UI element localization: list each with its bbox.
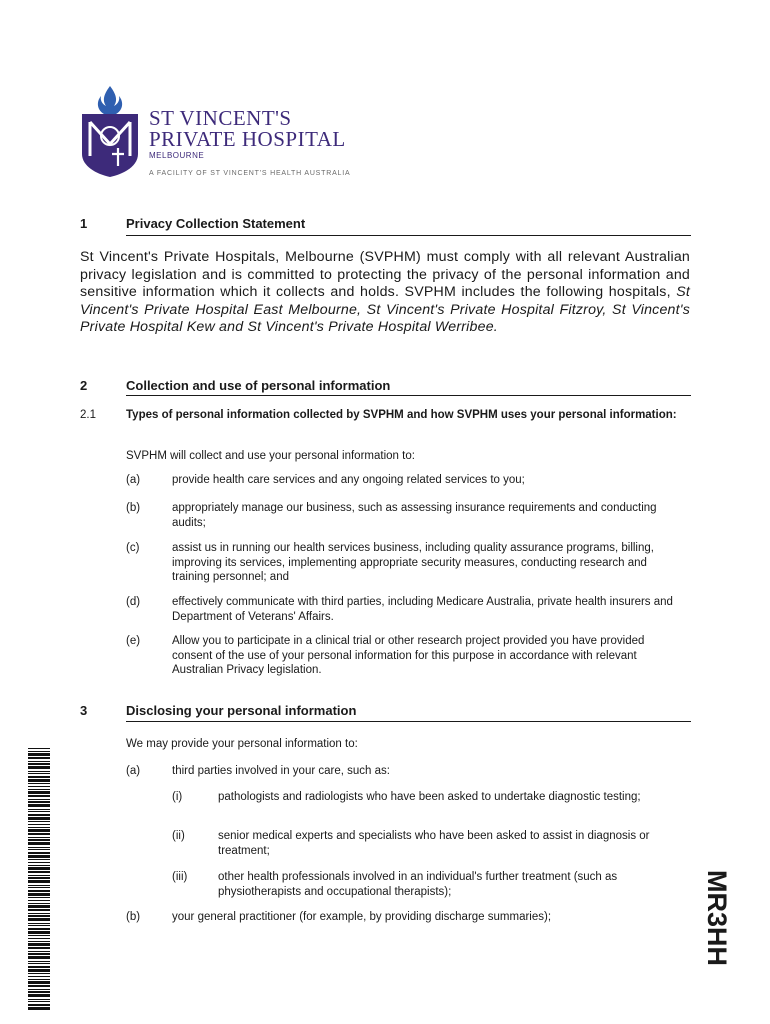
barcode xyxy=(28,748,50,1010)
section-3-lead: We may provide your personal information to: xyxy=(126,738,358,750)
sublist-item-label: (iii) xyxy=(172,871,188,883)
sublist-item-text: senior medical experts and specialists who have been asked to assist in diagnosis or treatment; xyxy=(218,830,650,857)
list-item-text: assist us in running our health services business, including quality assurance programs, billing, improving its services, implementing appropriate security measures, conducting research and training personnel; and xyxy=(172,542,654,583)
section-1-rule xyxy=(126,235,691,236)
form-code-text: MR3HH xyxy=(702,870,732,967)
list-item-label: (e) xyxy=(126,635,141,647)
list-item-text: third parties involved in your care, such as: xyxy=(172,765,390,777)
section-3-rule xyxy=(126,721,691,722)
section-2-title: Collection and use of personal information xyxy=(126,378,391,393)
logo-title-line1: ST VINCENT'S xyxy=(149,106,292,130)
list-item-label: (b) xyxy=(126,502,141,514)
list-item-label: (a) xyxy=(126,474,141,486)
intro-paragraph xyxy=(80,249,690,337)
sublist-item-text: pathologists and radiologists who have been asked to undertake diagnostic testing; xyxy=(218,791,641,803)
sublist-item-label: (i) xyxy=(172,791,183,803)
section-1-title: Privacy Collection Statement xyxy=(126,216,306,231)
section-2-1-title: Types of personal information collected by SVPHM and how SVPHM uses your personal information: xyxy=(126,409,677,421)
sublist-item-label: (ii) xyxy=(172,830,185,842)
form-code xyxy=(700,868,736,968)
section-2-number: 2 xyxy=(80,378,88,393)
list-item-text: provide health care services and any ongoing related services to you; xyxy=(172,474,525,486)
section-2-1-number: 2.1 xyxy=(80,409,96,421)
list-item-label: (c) xyxy=(126,542,140,554)
section-2-1-lead: SVPHM will collect and use your personal information to: xyxy=(126,450,415,462)
section-1-number: 1 xyxy=(80,216,88,231)
section-3-title: Disclosing your personal information xyxy=(126,703,357,718)
sublist-item-text: other health professionals involved in an individual's further treatment (such as physiotherapists and occupational therapists); xyxy=(218,871,618,898)
list-item-label: (d) xyxy=(126,596,141,608)
hospital-logo-emblem xyxy=(80,84,140,178)
logo-title-line2: PRIVATE HOSPITAL xyxy=(149,127,346,151)
logo-location: MELBOURNE xyxy=(149,151,205,160)
list-item-label: (a) xyxy=(126,765,141,777)
intro-hospital-list: St Vincent's Private Hospital East Melbourne, St Vincent's Private Hospital Fitzroy, St Vincent's Private Hospital Kew and St Vincent's Private Hospital Werribee. xyxy=(80,284,690,335)
list-item-text: effectively communicate with third parties, including Medicare Australia, private health insurers and Department of Veterans' Affairs. xyxy=(172,596,673,623)
intro-text: St Vincent's Private Hospitals, Melbourne (SVPHM) must comply with all relevant Australian privacy legislation and is committed to protecting the privacy of the personal information and sensitive information which it collects and holds. SVPHM includes the following hospitals, xyxy=(80,249,690,300)
list-item-text: Allow you to participate in a clinical trial or other research project provided you have provided consent of the use of your personal information for this purpose in accordance with relevant Australian Privacy legislation. xyxy=(172,635,645,676)
section-2-rule xyxy=(126,395,691,396)
list-item-text: appropriately manage our business, such as assessing insurance requirements and conducting audits; xyxy=(172,502,657,529)
logo-tagline: A FACILITY OF ST VINCENT'S HEALTH AUSTRALIA xyxy=(149,170,351,177)
list-item-label: (b) xyxy=(126,911,141,923)
list-item-text: your general practitioner (for example, by providing discharge summaries); xyxy=(172,911,552,923)
section-3-number: 3 xyxy=(80,703,88,718)
